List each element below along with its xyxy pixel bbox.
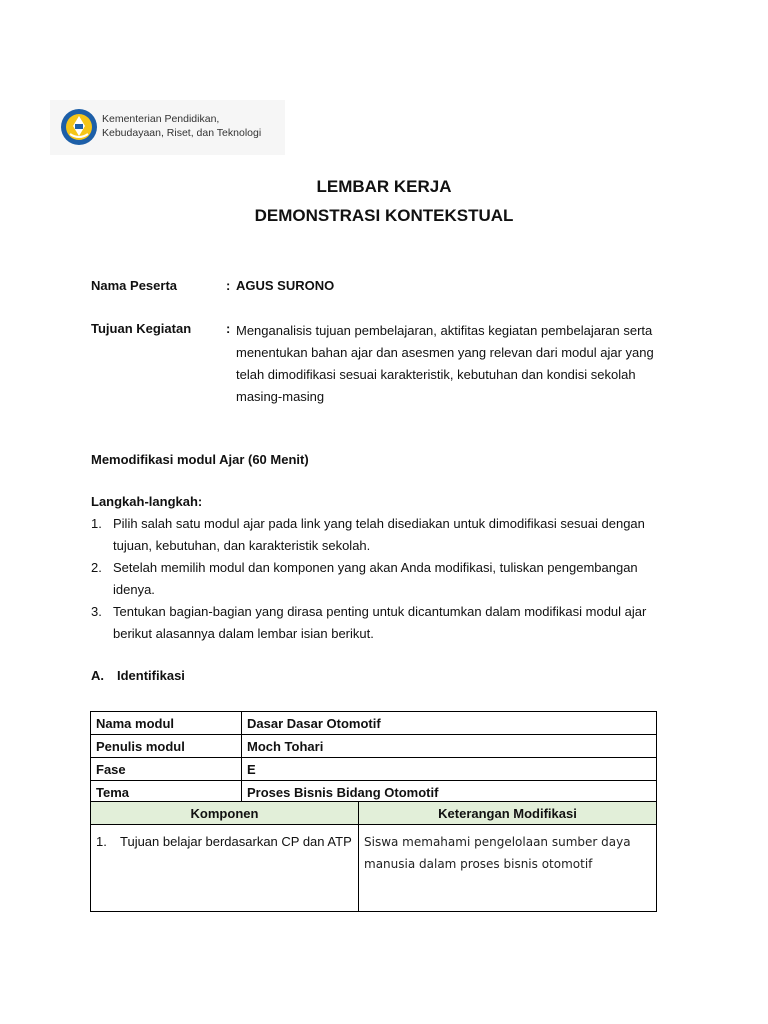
ident-key: Tema: [91, 781, 242, 804]
table-row: [91, 825, 657, 912]
modification-note-cell: [359, 825, 657, 912]
table-header-row: [91, 802, 657, 825]
table-row: [91, 735, 657, 758]
components-table: [90, 801, 657, 912]
tut-wuri-handayani-logo-icon: [58, 104, 100, 150]
step-text: Tentukan bagian-bagian yang dirasa penting untuk dicantumkan dalam modifikasi modul ajar berikut alasannya dalam lembar isian berikut.: [113, 604, 647, 641]
document-subtitle: DEMONSTRASI KONTEKSTUAL: [254, 206, 514, 225]
step-item: [91, 557, 681, 601]
purpose-label: Tujuan Kegiatan: [91, 321, 192, 336]
ministry-name-line2: Kebudayaan, Riset, dan Teknologi: [102, 127, 262, 139]
participant-name: AGUS SURONO: [236, 278, 335, 293]
ident-value: Dasar Dasar Otomotif: [242, 712, 657, 735]
step-number: 2.: [91, 560, 102, 575]
step-text: Setelah memilih modul dan komponen yang akan Anda modifikasi, tuliskan pengembangan idenya.: [113, 560, 638, 597]
modification-note: Siswa memahami pengelolaan sumber daya manusia dalam proses bisnis otomotif: [364, 835, 631, 871]
ministry-name: [102, 112, 261, 140]
purpose-text: Menganalisis tujuan pembelajaran, aktifitas kegiatan pembelajaran serta menentukan bahan ajar dan asesmen yang relevan dari modul ajar yang telah dimodifikasi sesuai karakteristik, kebutuhan dan kondisi sekolah masing-masing: [236, 323, 654, 404]
identification-table: [90, 711, 657, 804]
step-text: Pilih salah satu modul ajar pada link yang telah disediakan untuk dimodifikasi sesuai dengan tujuan, kebutuhan, dan karakteristik sekolah.: [113, 516, 645, 553]
step-number: 1.: [91, 516, 102, 531]
section-a-heading: [91, 668, 185, 683]
ident-value: Proses Bisnis Bidang Otomotif: [242, 781, 657, 804]
table-row: [91, 758, 657, 781]
ident-key: Nama modul: [91, 712, 242, 735]
participant-colon: :: [226, 278, 231, 293]
component-cell: [91, 825, 359, 912]
steps-heading: Langkah-langkah:: [91, 494, 203, 509]
component-number: 1.: [96, 834, 107, 849]
ident-value: Moch Tohari: [242, 735, 657, 758]
ident-key: Fase: [91, 758, 242, 781]
purpose-colon: :: [226, 321, 231, 336]
steps-list: [91, 513, 681, 645]
ident-key: Penulis modul: [91, 735, 242, 758]
step-item: [91, 513, 681, 557]
section-a-letter: A.: [91, 668, 104, 683]
document-title: LEMBAR KERJA: [316, 177, 452, 196]
participant-label: Nama Peserta: [91, 278, 177, 293]
ministry-logo-block: [50, 100, 285, 155]
ident-value: E: [242, 758, 657, 781]
section-a-title: Identifikasi: [117, 668, 185, 683]
table-row: [91, 712, 657, 735]
column-header-component: Komponen: [91, 802, 359, 825]
ministry-name-line1: Kementerian Pendidikan,: [102, 113, 220, 125]
modify-heading: Memodifikasi modul Ajar (60 Menit): [91, 452, 309, 467]
column-header-modification: Keterangan Modifikasi: [359, 802, 657, 825]
component-text: Tujuan belajar berdasarkan CP dan ATP: [120, 834, 352, 849]
step-item: [91, 601, 681, 645]
step-number: 3.: [91, 604, 102, 619]
